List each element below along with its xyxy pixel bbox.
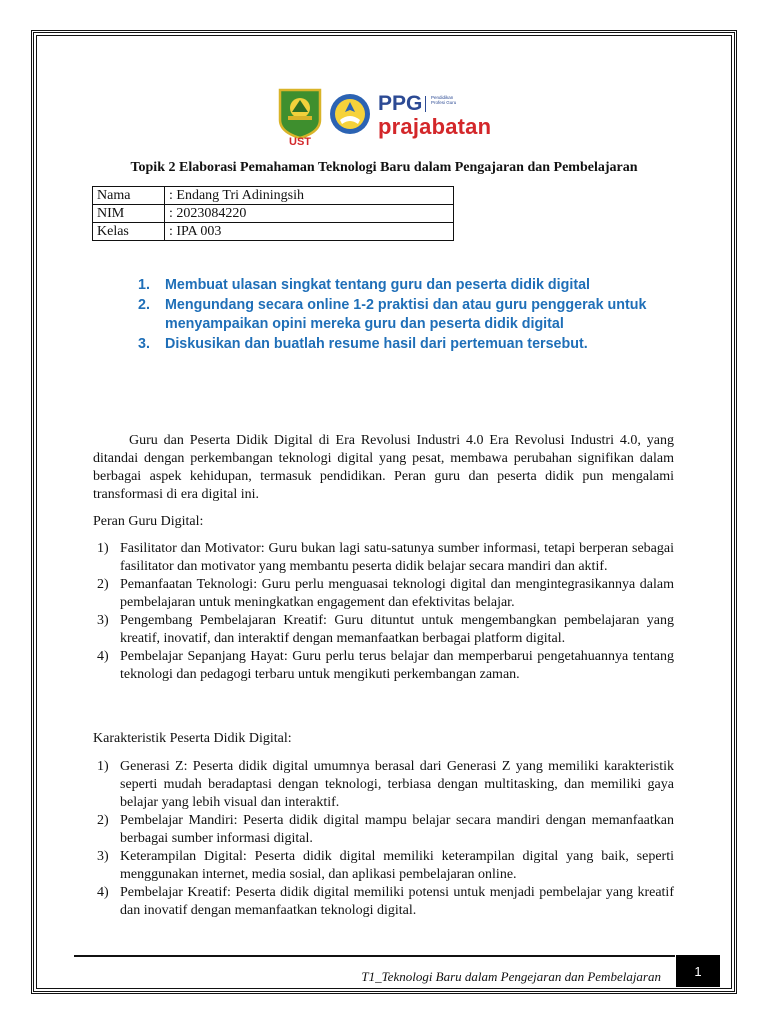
ppg-logo-divider [425,96,426,112]
karakteristik-list [93,758,674,920]
list-item-number: 4) [97,885,109,900]
list-item-text: Pembelajar Mandiri: Peserta didik digital mampu belajar secara mandiri dengan memanfaatkan berbagai sumber informasi digital. [120,813,674,846]
document-title: Topik 2 Elaborasi Pemahaman Teknologi Baru dalam Pengajaran dan Pembelajaran [130,160,638,175]
header-logos [274,86,504,146]
list-item [93,612,674,648]
list-item-text: Keterampilan Digital: Peserta didik digital memiliki keterampilan digital yang baik, seperti menggunakan internet, media sosial, dan aplikasi pembelajaran online. [120,849,674,882]
ppg-logo-tagline: Pendidikan Profesi Guru [431,95,457,105]
list-item-number: 1) [97,759,109,774]
task-item [138,276,658,296]
intro-paragraph: Guru dan Peserta Didik Digital di Era Revolusi Industri 4.0 Era Revolusi Industri 4.0, yang ditandai dengan perkembangan teknologi digital yang pesat, membawa perubahan signifikan dalam berbagai aspek kehidupan, termasuk pendidikan. Peran guru dan peserta didik pun mengalami transformasi di era digital ini. [93,433,674,502]
task-number: 2. [138,296,150,313]
table-row [93,205,454,223]
list-item [93,812,674,848]
ust-logo-icon [274,86,326,146]
list-item-text: Pengembang Pembelajaran Kreatif: Guru dituntut untuk mengembangkan pembelajaran yang kreatif, inovatif, dan interaktif dengan memanfaatkan berbagai platform digital. [120,613,674,646]
task-text: Membuat ulasan singkat tentang guru dan peserta didik digital [165,277,590,293]
table-row [93,187,454,205]
ppg-prajabatan-logo [378,92,508,142]
table-row [93,223,454,241]
task-text: Diskusikan dan buatlah resume hasil dari pertemuan tersebut. [165,335,588,352]
list-item-text: Generasi Z: Peserta didik digital umumnya berasal dari Generasi Z yang memiliki karakteristik seperti mudah beradaptasi dengan teknologi, terbiasa dengan multitasking, dan memiliki gaya belajar yang lebih visual dan interaktif. [120,759,674,810]
section-heading-karakteristik: Karakteristik Peserta Didik Digital: [93,731,292,746]
tut-wuri-handayani-icon [328,92,372,136]
task-number: 3. [138,335,150,352]
identity-table [92,186,454,241]
table-cell-key: Kelas [93,223,165,241]
list-item-number: 1) [97,541,109,556]
list-item-text: Pemanfaatan Teknologi: Guru perlu menguasai teknologi digital dan mengintegrasikannya dalam pembelajaran untuk meningkatkan engagement dan efektivitas belajar. [120,577,674,610]
table-cell-key: NIM [93,205,165,223]
list-item-text: Pembelajar Kreatif: Peserta didik digital memiliki potensi untuk menjadi pembelajar yang kreatif dan inovatif dengan memanfaatkan teknologi digital. [120,885,674,918]
page-number [676,955,720,987]
table-cell-value: : IPA 003 [165,223,454,241]
list-item-number: 2) [97,577,109,592]
list-item-text: Fasilitator dan Motivator: Guru bukan lagi satu-satunya sumber informasi, tetapi berperan sebagai fasilitator dan motivator yang membantu peserta didik belajar secara mandiri dan aktif. [120,541,674,574]
task-item [138,296,658,335]
list-item [93,884,674,920]
prajabatan-logo-text: prajabatan [378,114,492,139]
page-number-text: 1 [694,963,702,979]
footer-title: T1_Teknologi Baru dalam Pengejaran dan Pembelajaran [361,969,661,984]
list-item-text: Pembelajar Sepanjang Hayat: Guru perlu terus belajar dan memperbarui pengetahuannya tentang teknologi dan pedagogi terbaru untuk mengikuti perkembangan zaman. [120,649,674,682]
list-item-number: 3) [97,613,109,628]
task-item [138,335,658,355]
section-heading-peran-guru: Peran Guru Digital: [93,514,204,529]
list-item-number: 3) [97,849,109,864]
table-cell-value: : 2023084220 [165,205,454,223]
list-item [93,648,674,684]
ppg-logo-text: PPG [378,92,423,115]
table-cell-key: Nama [93,187,165,205]
task-list [138,276,658,354]
list-item [93,848,674,884]
list-item [93,758,674,812]
table-cell-value: : Endang Tri Adiningsih [165,187,454,205]
footer-divider [74,955,675,957]
task-text: Mengundang secara online 1-2 praktisi dan atau guru penggerak untuk menyampaikan opini mereka guru dan peserta didik digital [165,296,647,332]
task-number: 1. [138,277,150,293]
peran-guru-list [93,540,674,684]
ust-logo-text: UST [289,136,311,146]
list-item [93,576,674,612]
list-item-number: 2) [97,813,109,828]
list-item-number: 4) [97,649,109,664]
list-item [93,540,674,576]
